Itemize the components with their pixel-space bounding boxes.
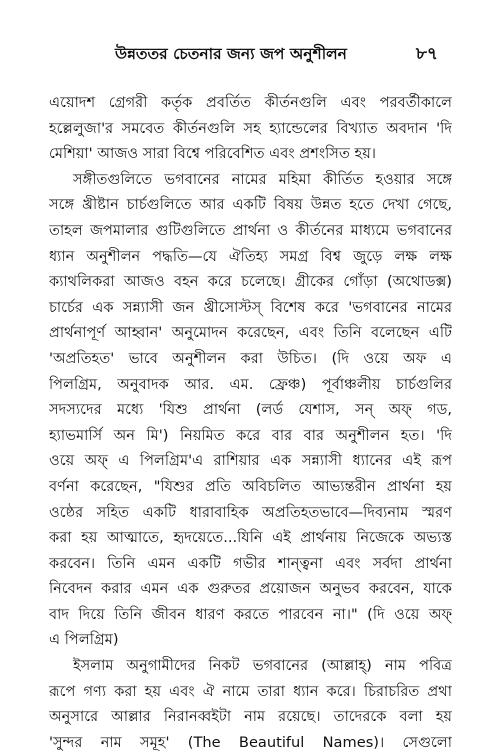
text-line: মেশিয়া' আজও সারা বিশ্বে পরিবেশিত এবং প্রশংসিত হয়। <box>49 145 377 163</box>
text-line: করবেন। তিনি এমন একটি গভীর শান্ত্বনা এবং সর্বদা প্রার্থনা <box>49 554 452 572</box>
text-line: চার্চের এক সন্ন্যাসী জন খ্রীসোস্টস্ বিশেষ করে 'ভগবানের নামের <box>49 298 452 316</box>
body-text <box>49 90 452 755</box>
text-line: হল্লেলুজা'র সমবেত কীর্তনগুলি সহ হ্যান্ডেলের বিখ্যাত অবদান 'দি <box>49 119 452 137</box>
text-line: করা হয় আত্মাতে, হৃদয়েতে...যিনি এই প্রার্থনায় নিজেকে অভ্যস্ত <box>49 529 452 547</box>
paragraph-start-line: সঙ্গীতগুলিতে ভগবানের নামের মহিমা কীর্তিত হওয়ার সঙ্গে <box>73 170 452 188</box>
text-line: 'সুন্দর নাম সমূহ' (The Beautiful Names)। সেগুলো <box>49 733 452 751</box>
text-line: নিবেদন করার এমন এক গুরুতর প্রয়োজন অনুভব করবেন, যাকে <box>49 580 452 598</box>
text-line: প্রার্থনাপূর্ণ আহ্বান' অনুমোদন করেছেন, এবং তিনি বলেছেন এটি <box>49 324 452 342</box>
text-line: ধ্যান অনুশীলন পদ্ধতি—যে ঐতিহ্য সমগ্র বিশ্ব জুড়ে লক্ষ লক্ষ <box>49 247 452 265</box>
text-line: সঙ্গে খ্রীষ্টান চার্চগুলিতে আর একটি বিষয় উন্নত হতে দেখা গেছে, <box>49 196 452 214</box>
text-line: হ্যাভমার্সি অন মি') নিয়মিত করে বার বার অনুশীলন হত। 'দি <box>49 426 452 444</box>
text-line: ক্যাথলিকরা আজও বহন করে চলেছে। গ্রীকের গোঁড়া (অথোডক্স) <box>49 273 452 291</box>
text-line: এয়োদশ গ্রেগরী কর্তৃক প্রবর্তিত কীর্তনগুলি এবং পরবর্তীকালে <box>49 94 452 111</box>
text-line: বাদ দিয়ে তিনি জীবন ধারণ করতে পারবেন না।" (দি ওয়ে অফ্ <box>49 605 452 623</box>
text-line: সদস্যদের মধ্যে 'যিশু প্রার্থনা (লর্ড যেশাস, সন্ অফ্ গড, <box>49 401 452 419</box>
text-line: তাহল জপমালার গুটিগুলিতে প্রার্থনা ও কীর্তনের মাধ্যমে ভগবানের <box>49 221 452 239</box>
page-number: ৮৭ <box>415 44 438 64</box>
text-line: রূপে গণ্য করা হয় এবং ঐ নামে তারা ধ্যান করে। চিরাচরিত প্রথা <box>49 682 452 700</box>
text-line: পিলগ্রিম, অনুবাদক আর. এম. ফ্রেঞ্চ) পূর্বাঞ্চলীয় চার্চগুলির <box>49 375 452 393</box>
paragraph-start-line: ইসলাম অনুগামীদের নিকট ভগবানের (আল্লাহ্) নাম পবিত্র <box>73 657 452 675</box>
text-line: 'অপ্রতিহত' ভাবে অনুশীলন করা উচিত। (দি ওয়ে অফ এ <box>49 349 452 367</box>
text-line: এ পিলগ্রিম) <box>49 631 119 649</box>
running-title: উন্নততর চেতনার জন্য জপ অনুশীলন <box>115 45 347 63</box>
text-line: অনুসারে আল্লার নিরানব্বইটা নাম রয়েছে। তাদেরকে বলা হয় <box>49 708 452 726</box>
text-line: ওয়ে অফ্ এ পিলগ্রিম'এ রাশিয়ার এক সন্ন্যাসী ধ্যানের এই রূপ <box>49 452 452 470</box>
text-line: বর্ণনা করেছেন, "যিশুর প্রতি অবিচলিত আভ্যন্তরীন প্রার্থনা হয় <box>49 477 452 495</box>
text-line: ওষ্ঠের সহিত একটি ধারাবাহিক অপ্রতিহতভাবে—দিব্যনাম স্মরণ <box>49 503 452 521</box>
page-header <box>0 42 492 66</box>
